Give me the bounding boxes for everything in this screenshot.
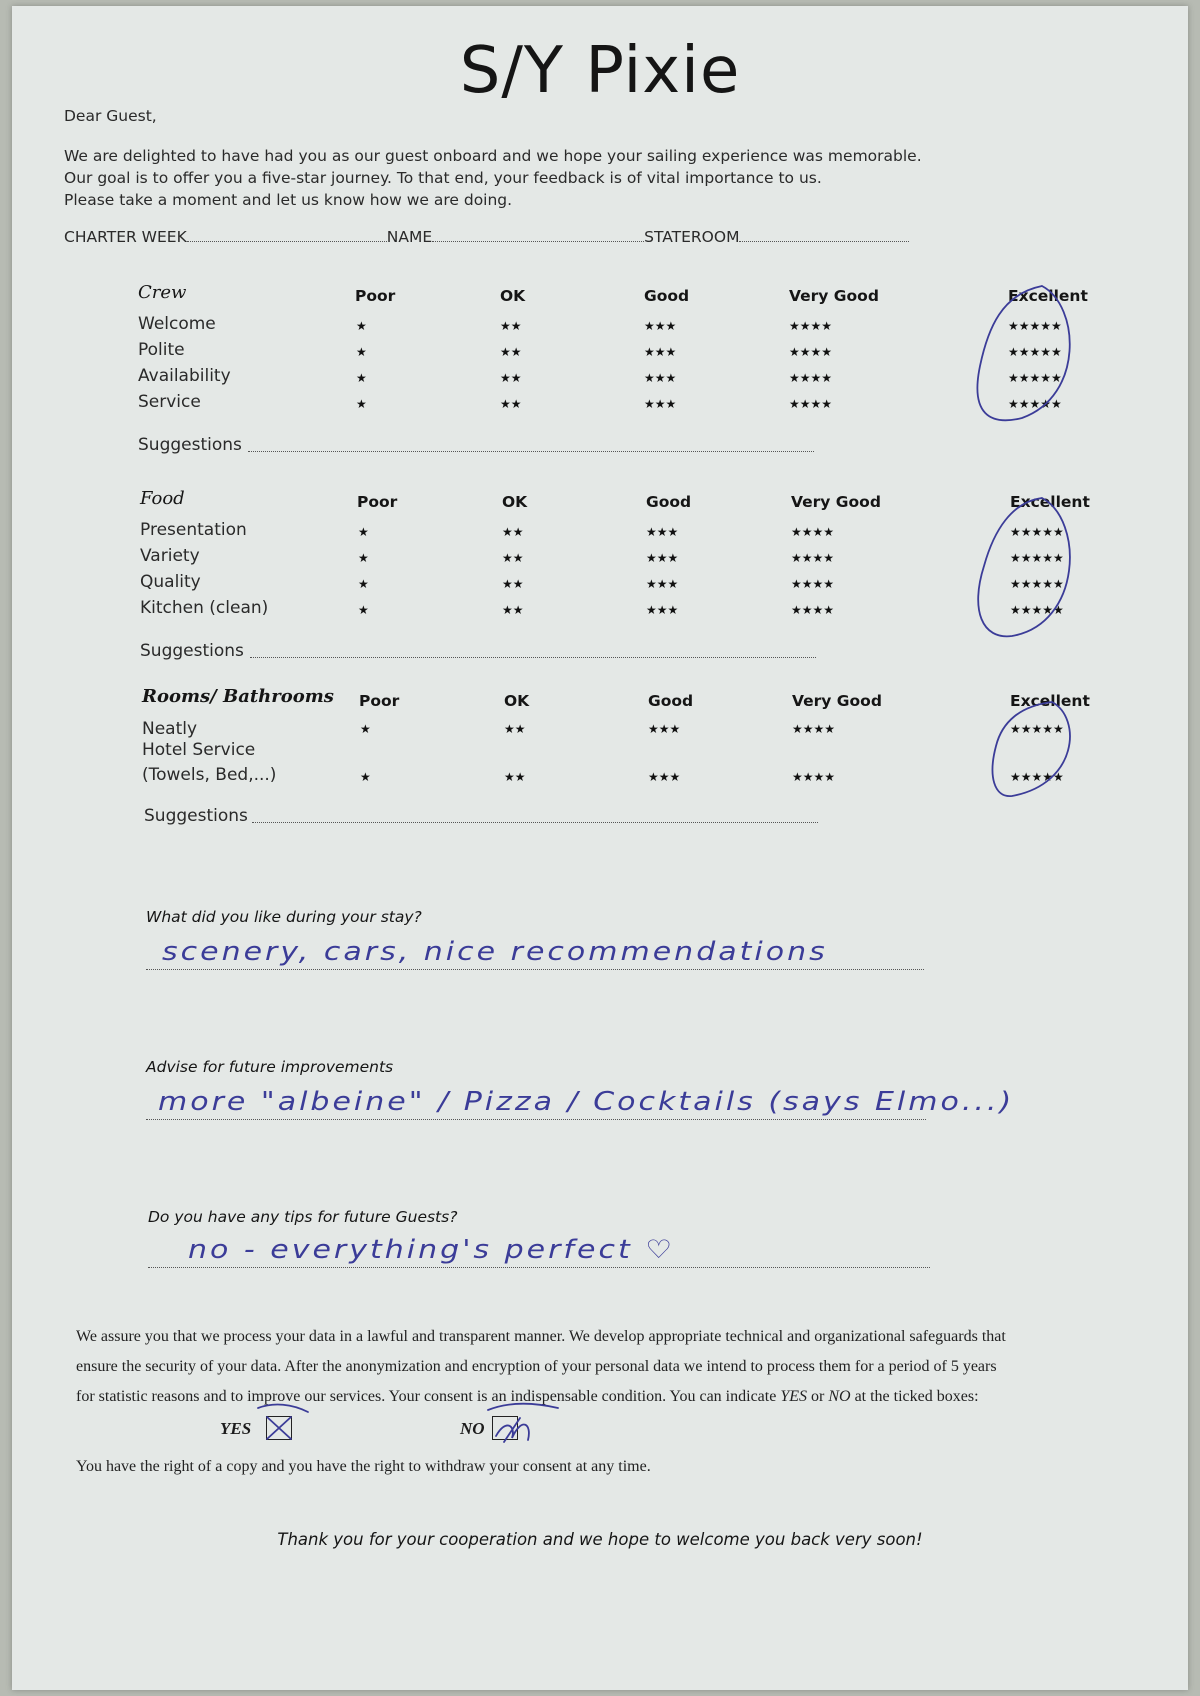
- header-excellent: Excellent: [1008, 287, 1088, 305]
- rating-poor[interactable]: ★: [356, 397, 367, 411]
- suggestions-field[interactable]: [252, 821, 818, 823]
- rating-very-good[interactable]: ★★★★: [792, 770, 836, 784]
- rating-poor[interactable]: ★: [360, 722, 371, 736]
- rating-excellent[interactable]: ★★★★★: [1010, 525, 1064, 539]
- rating-ok[interactable]: ★★: [504, 722, 526, 736]
- suggestions-label: Suggestions: [144, 806, 248, 826]
- question-liked: What did you like during your stay?: [146, 908, 422, 926]
- rating-very-good[interactable]: ★★★★: [789, 345, 833, 359]
- crew-item-welcome: Welcome: [138, 314, 216, 334]
- rating-excellent[interactable]: ★★★★★: [1010, 770, 1064, 784]
- consent-yes-label: YES: [220, 1419, 252, 1438]
- name-field[interactable]: [432, 227, 644, 242]
- header-good: Good: [646, 493, 692, 511]
- answer-tips: no - everything's perfect ♡: [188, 1235, 676, 1265]
- section-title: Food: [140, 488, 185, 509]
- consent-no-checkbox[interactable]: [492, 1416, 518, 1440]
- header-poor: Poor: [357, 493, 398, 511]
- rating-very-good[interactable]: ★★★★: [792, 722, 836, 736]
- rating-excellent[interactable]: ★★★★★: [1008, 345, 1062, 359]
- rating-excellent[interactable]: ★★★★★: [1008, 319, 1062, 333]
- charter-week-field[interactable]: [187, 227, 387, 242]
- form-title: S/Y Pixie: [459, 34, 741, 108]
- header-very-good: Very Good: [789, 287, 879, 305]
- crew-item-polite: Polite: [138, 340, 185, 360]
- rating-poor[interactable]: ★: [358, 603, 369, 617]
- rating-very-good[interactable]: ★★★★: [789, 319, 833, 333]
- rating-good[interactable]: ★★★: [644, 397, 677, 411]
- rating-ok[interactable]: ★★: [504, 770, 526, 784]
- rating-ok[interactable]: ★★: [500, 397, 522, 411]
- suggestions-field[interactable]: [248, 450, 814, 452]
- rating-good[interactable]: ★★★: [646, 603, 679, 617]
- rating-poor[interactable]: ★: [356, 345, 367, 359]
- rating-ok[interactable]: ★★: [500, 345, 522, 359]
- header-good: Good: [648, 692, 694, 710]
- rooms-item-hotel-service: Hotel Service: [142, 740, 256, 760]
- suggestions-label: Suggestions: [138, 435, 242, 455]
- rating-excellent[interactable]: ★★★★★: [1008, 371, 1062, 385]
- rating-very-good[interactable]: ★★★★: [791, 603, 835, 617]
- rating-excellent[interactable]: ★★★★★: [1010, 722, 1064, 736]
- consent-no-label: NO: [460, 1419, 485, 1438]
- name-label: NAME: [386, 228, 433, 246]
- consent-yes-checkbox[interactable]: [266, 1416, 292, 1440]
- rating-poor[interactable]: ★: [356, 319, 367, 333]
- intro-text: [64, 145, 922, 211]
- answer-improvements-line[interactable]: [146, 1118, 926, 1120]
- suggestions-field[interactable]: [250, 656, 816, 658]
- rating-good[interactable]: ★★★: [644, 371, 677, 385]
- rating-poor[interactable]: ★: [358, 551, 369, 565]
- rooms-item-hotel-service-detail: (Towels, Bed,...): [142, 765, 277, 785]
- stateroom-field[interactable]: [739, 227, 909, 242]
- answer-tips-line[interactable]: [148, 1266, 930, 1268]
- ink-annotations: [12, 6, 1188, 1690]
- thank-you-note: Thank you for your cooperation and we hope to welcome you back very soon!: [277, 1530, 923, 1549]
- answer-liked-line[interactable]: [146, 968, 924, 970]
- rating-poor[interactable]: ★: [360, 770, 371, 784]
- food-item-variety: Variety: [140, 546, 200, 566]
- guest-fields-row: [64, 227, 909, 246]
- food-item-presentation: Presentation: [140, 520, 247, 540]
- suggestions-label: Suggestions: [140, 641, 244, 661]
- header-very-good: Very Good: [792, 692, 882, 710]
- food-item-kitchen: Kitchen (clean): [140, 598, 269, 618]
- header-very-good: Very Good: [791, 493, 881, 511]
- crew-item-service: Service: [138, 392, 201, 412]
- rating-excellent[interactable]: ★★★★★: [1010, 577, 1064, 591]
- rating-ok[interactable]: ★★: [502, 551, 524, 565]
- rating-ok[interactable]: ★★: [500, 371, 522, 385]
- rating-poor[interactable]: ★: [358, 525, 369, 539]
- rating-good[interactable]: ★★★: [648, 722, 681, 736]
- rating-ok[interactable]: ★★: [502, 577, 524, 591]
- section-title: Crew: [138, 282, 187, 303]
- rating-good[interactable]: ★★★: [646, 577, 679, 591]
- header-excellent: Excellent: [1010, 493, 1090, 511]
- header-poor: Poor: [359, 692, 400, 710]
- rating-excellent[interactable]: ★★★★★: [1010, 603, 1064, 617]
- question-tips: Do you have any tips for future Guests?: [148, 1208, 458, 1226]
- rating-ok[interactable]: ★★: [502, 525, 524, 539]
- header-ok: OK: [502, 493, 528, 511]
- section-title: Rooms/ Bathrooms: [142, 686, 334, 707]
- header-good: Good: [644, 287, 690, 305]
- rights-text: You have the right of a copy and you have the right to withdraw your consent at any time.: [76, 1458, 651, 1475]
- header-poor: Poor: [355, 287, 396, 305]
- crew-item-availability: Availability: [138, 366, 231, 386]
- rating-poor[interactable]: ★: [356, 371, 367, 385]
- privacy-line: We assure you that we process your data in a lawful and transparent manner. We develop appropriate technical and organizational safeguards that: [76, 1328, 1006, 1345]
- rating-very-good[interactable]: ★★★★: [789, 371, 833, 385]
- data-privacy-text: [76, 1322, 1156, 1412]
- rating-very-good[interactable]: ★★★★: [791, 525, 835, 539]
- rating-very-good[interactable]: ★★★★: [791, 551, 835, 565]
- rating-good[interactable]: ★★★: [648, 770, 681, 784]
- food-item-quality: Quality: [140, 572, 201, 592]
- rating-very-good[interactable]: ★★★★: [791, 577, 835, 591]
- rating-very-good[interactable]: ★★★★: [789, 397, 833, 411]
- answer-improvements: more "albeine" / Pizza / Cocktails (says Elmo...): [158, 1087, 1015, 1117]
- rating-ok[interactable]: ★★: [502, 603, 524, 617]
- rating-good[interactable]: ★★★: [644, 319, 677, 333]
- greeting: Dear Guest,: [64, 107, 157, 125]
- rooms-item-neatly: Neatly: [142, 719, 198, 739]
- header-ok: OK: [504, 692, 530, 710]
- privacy-line: for statistic reasons and to improve our services. Your consent is an indispensable condition. You can indicate YES or NO at the ticked boxes:: [76, 1388, 979, 1405]
- feedback-form-sheet: [12, 6, 1188, 1690]
- charter-week-label: CHARTER WEEK: [64, 228, 187, 246]
- privacy-line: ensure the security of your data. After the anonymization and encryption of your personal data we intend to process them for a period of 5 years: [76, 1358, 997, 1375]
- stateroom-label: STATEROOM: [644, 228, 740, 246]
- rating-poor[interactable]: ★: [358, 577, 369, 591]
- rating-good[interactable]: ★★★: [646, 525, 679, 539]
- rating-ok[interactable]: ★★: [500, 319, 522, 333]
- intro-line: Please take a moment and let us know how we are doing.: [64, 191, 513, 209]
- rating-good[interactable]: ★★★: [646, 551, 679, 565]
- question-improvements: Advise for future improvements: [146, 1058, 394, 1076]
- rating-excellent[interactable]: ★★★★★: [1010, 551, 1064, 565]
- intro-line: Our goal is to offer you a five-star journey. To that end, your feedback is of vital importance to us.: [64, 169, 822, 187]
- header-ok: OK: [500, 287, 526, 305]
- header-excellent: Excellent: [1010, 692, 1090, 710]
- intro-line: We are delighted to have had you as our guest onboard and we hope your sailing experience was memorable.: [64, 147, 922, 165]
- answer-liked: scenery, cars, nice recommendations: [162, 937, 828, 967]
- rating-excellent[interactable]: ★★★★★: [1008, 397, 1062, 411]
- rating-good[interactable]: ★★★: [644, 345, 677, 359]
